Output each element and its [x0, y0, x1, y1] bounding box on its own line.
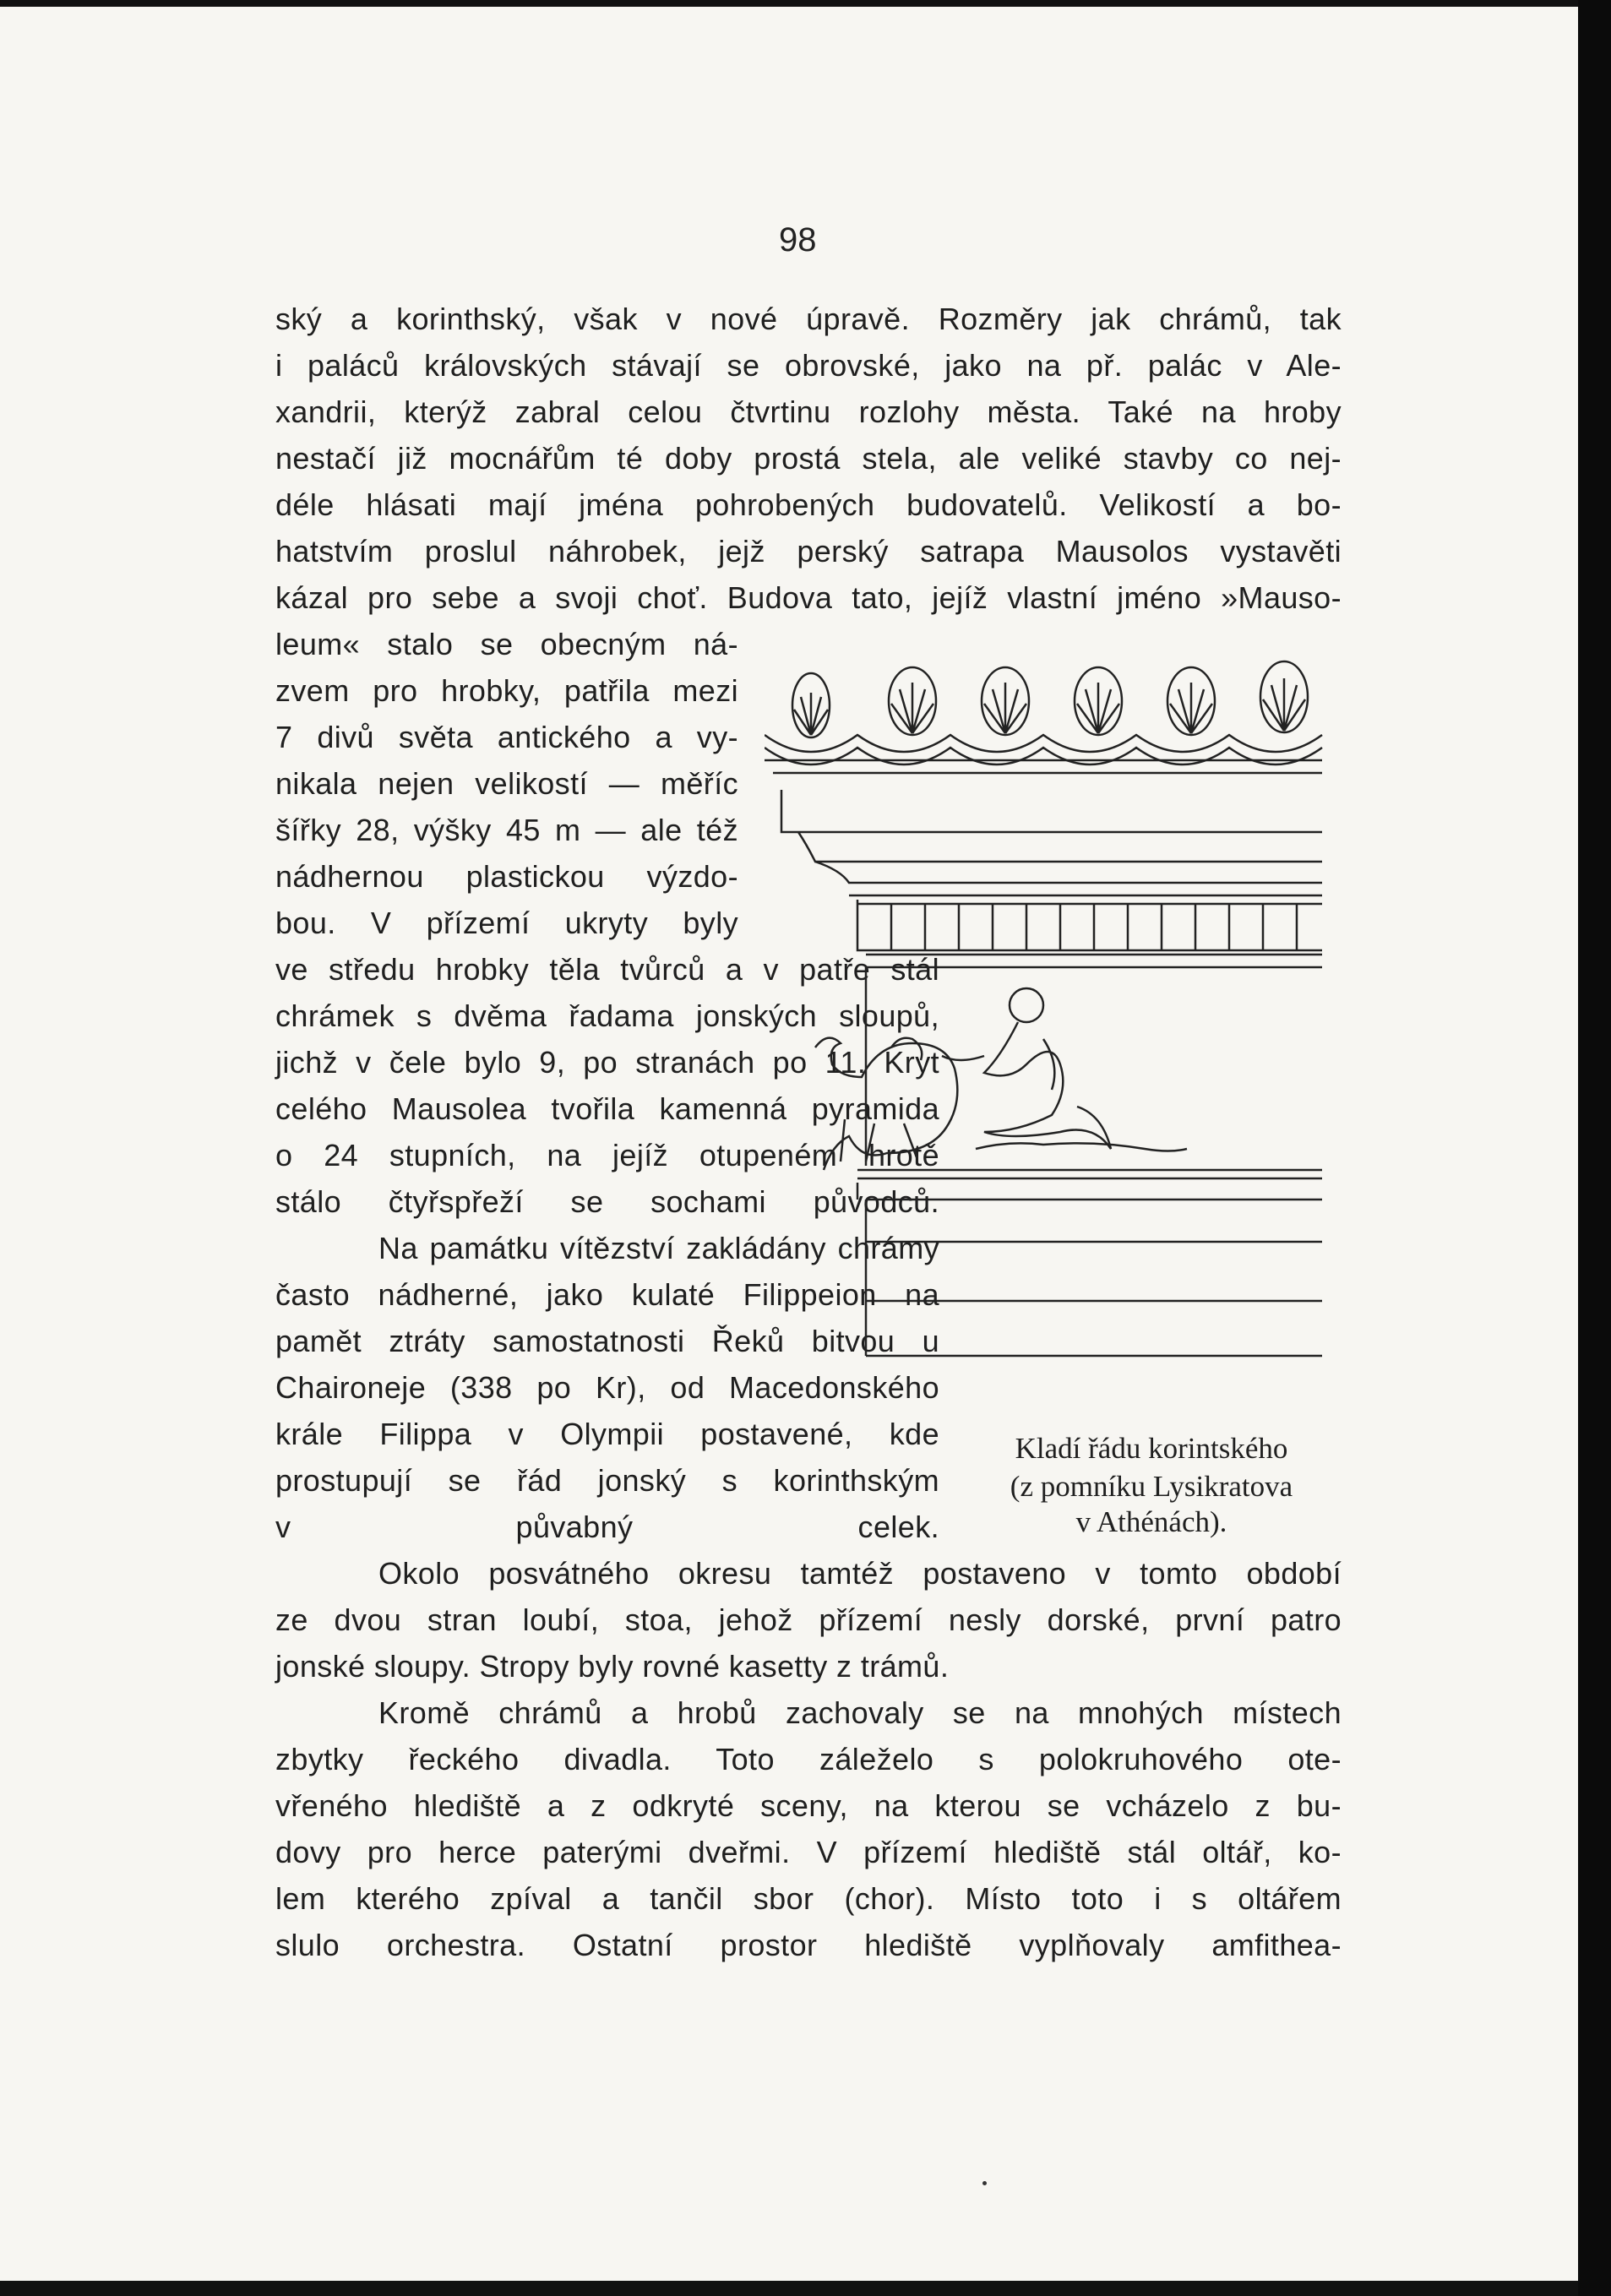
- text-line: jichž v čele bylo 9, po stranách po 11. Kryt: [275, 1045, 939, 1080]
- text-line: o 24 stupních, na jejíž otupeném hrotě: [275, 1138, 939, 1172]
- youth-figure-relief: [942, 988, 1187, 1151]
- page-number: 98: [779, 221, 817, 258]
- text-line: bou. V přízemí ukryty byly: [275, 906, 738, 940]
- text-line: šířky 28, výšky 45 m — ale též: [275, 813, 738, 847]
- text-line: ve středu hrobky těla tvůrců a v patře stál: [275, 952, 939, 987]
- text-line: zbytky řeckého divadla. Toto záleželo s polokruhového ote-: [275, 1742, 1342, 1776]
- cornice-lower: [815, 862, 1322, 895]
- figure-caption: (z pomníku Lysikratova: [1010, 1470, 1293, 1503]
- text-line: v půvabný celek.: [275, 1510, 939, 1544]
- text-line: xandrii, kterýž zabral celou čtvrtinu rozlohy města. Také na hroby: [275, 394, 1342, 429]
- scan-speck: [982, 2181, 987, 2185]
- text-line: Kromě chrámů a hrobů zachovaly se na mnohých místech: [378, 1695, 1342, 1730]
- text-line: stálo čtyřspřeží se sochami původců.: [275, 1184, 939, 1219]
- palmette: [1260, 661, 1308, 732]
- text-line: hatstvím proslul náhrobek, jejž perský satrapa Mausolos vystavěti: [275, 534, 1342, 569]
- palmette: [1167, 667, 1215, 735]
- text-line: jonské sloupy. Stropy byly rovné kasetty z trámů.: [275, 1649, 950, 1684]
- text-line: prostupují se řád jonský s korinthským: [275, 1463, 939, 1498]
- text-line: leum« stalo se obecným ná-: [275, 627, 738, 661]
- text-line: Okolo posvátného okresu tamtéž postaveno v tomto období: [378, 1556, 1342, 1591]
- text-line: chrámek s dvěma řadama jonských sloupů,: [275, 998, 939, 1033]
- text-line: 7 divů světa antického a vy-: [275, 720, 738, 754]
- text-line: pamět ztráty samostatnosti Řeků bitvou u: [275, 1324, 939, 1358]
- figure-caption: Kladí řádu korintského: [1015, 1432, 1288, 1465]
- text-line: dovy pro herce paterými dveřmi. V přízemí hlediště stál oltář, ko-: [275, 1835, 1342, 1869]
- scan-edge: [1578, 0, 1611, 2296]
- palmette: [889, 667, 936, 735]
- text-line: ský a korinthský, však v nové úpravě. Rozměry jak chrámů, tak: [275, 302, 1342, 336]
- text-line: vřeného hlediště a z odkryté sceny, na kterou se vcházelo z bu-: [275, 1788, 1342, 1823]
- text-line: celého Mausolea tvořila kamenná pyramida: [275, 1091, 939, 1126]
- palmette: [1075, 667, 1122, 735]
- text-line: déle hlásati mají jména pohrobených budovatelů. Velikostí a bo-: [275, 487, 1342, 522]
- text-line: zvem pro hrobky, patřila mezi: [275, 673, 738, 708]
- text-line: lem kterého zpíval a tančil sbor (chor). Místo toto i s oltářem: [275, 1881, 1342, 1916]
- text-line: kázal pro sebe a svoji choť. Budova tato, jejíž vlastní jméno »Mauso-: [275, 580, 1342, 615]
- entablature-illustration: [765, 650, 1331, 1411]
- text-line: slulo orchestra. Ostatní prostor hlediště vyplňovaly amfithea-: [275, 1928, 1342, 1962]
- text-line: často nádherné, jako kulaté Filippeion na: [275, 1277, 939, 1312]
- text-line: nikala nejen velikostí — měříc: [275, 766, 738, 801]
- text-line: i paláců královských stávají se obrovské, jako na př. palác v Ale-: [275, 348, 1342, 383]
- text-line: krále Filippa v Olympii postavené, kde: [275, 1417, 939, 1451]
- text-line: Na památku vítězství zakládány chrámy: [378, 1231, 939, 1265]
- palmette: [792, 673, 830, 737]
- text-line: Chaironeje (338 po Kr), od Macedonského: [275, 1370, 939, 1405]
- cornice: [765, 760, 1322, 862]
- lion-relief: [815, 1038, 957, 1170]
- text-line: nestačí již mocnářům té doby prostá stela, ale veliké stavby co nej-: [275, 441, 1342, 476]
- architrave: [857, 1183, 1322, 1356]
- palmette: [982, 667, 1029, 735]
- text-line: ze dvou stran loubí, stoa, jehož přízemí nesly dorské, první patro: [275, 1602, 1342, 1637]
- text-line: nádhernou plastickou výzdo-: [275, 859, 738, 894]
- dentils: [857, 900, 1322, 950]
- figure-caption: v Athénách).: [1075, 1505, 1227, 1538]
